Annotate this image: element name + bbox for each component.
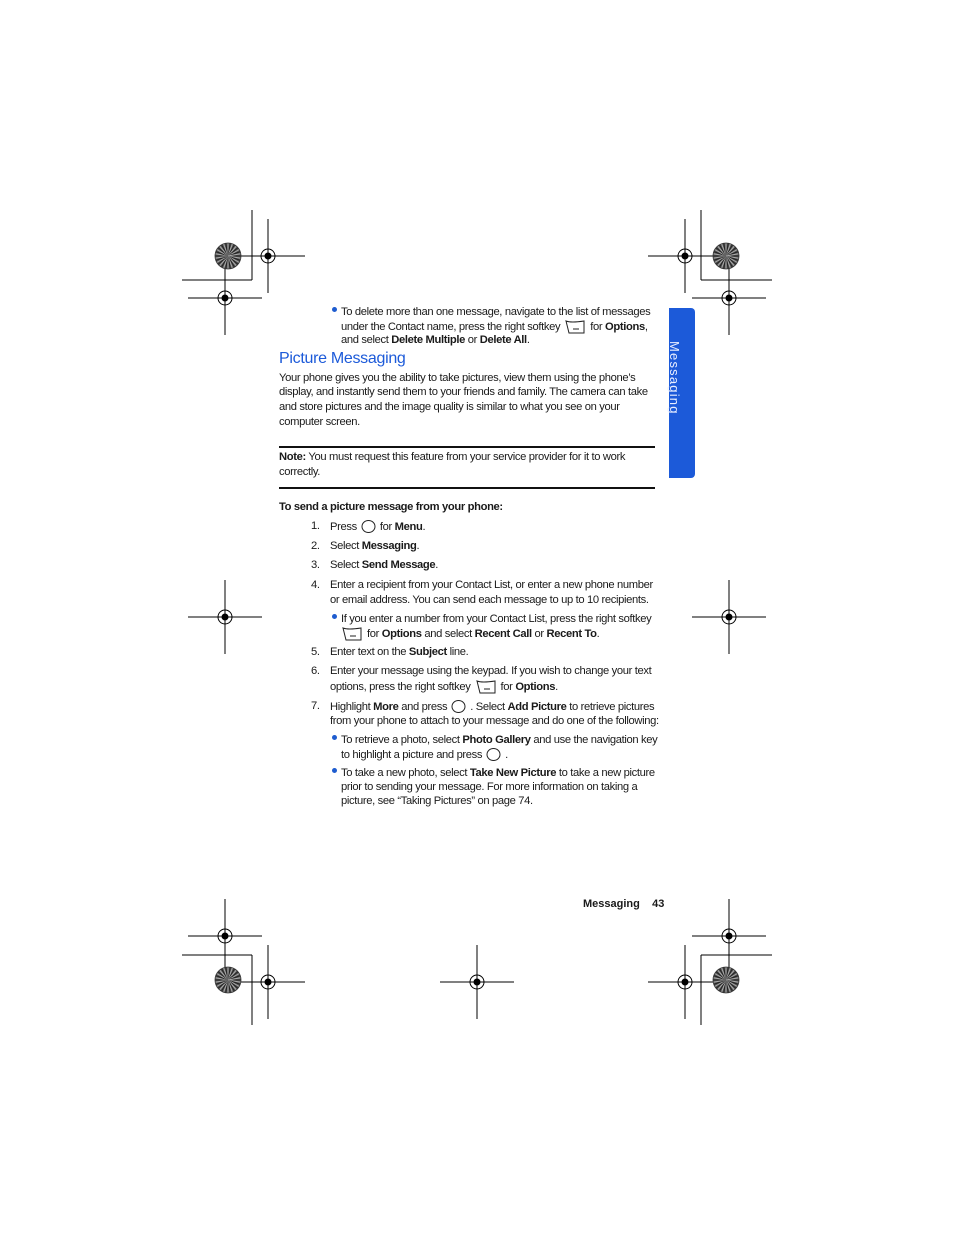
sub-bullet-line: To take a new photo, select Take New Picture to take a new picture bbox=[341, 767, 655, 779]
step-number: 7. bbox=[311, 700, 320, 712]
procedure-heading: To send a picture message from your phone: bbox=[279, 501, 503, 513]
bullet-dot bbox=[332, 735, 337, 740]
crosshair-mark bbox=[692, 899, 766, 973]
sub-bullet-line: If you enter a number from your Contact List, press the right softkey bbox=[341, 613, 652, 625]
page-number: 43 bbox=[652, 898, 665, 910]
sub-bullet-line: to highlight a picture and press . bbox=[341, 747, 508, 766]
step-number: 4. bbox=[311, 579, 320, 591]
sub-bullet-line: To retrieve a photo, select Photo Gallery and use the navigation key bbox=[341, 734, 658, 746]
bullet-dot bbox=[332, 768, 337, 773]
step-number: 2. bbox=[311, 540, 320, 552]
section-paragraph-line: and store pictures and the image quality is similar to what you see on your bbox=[279, 401, 620, 413]
page-footer bbox=[583, 898, 664, 910]
step-text: options, press the right softkey for Options. bbox=[330, 679, 558, 699]
step-number: 3. bbox=[311, 559, 320, 571]
intro-bullet-line: under the Contact name, press the right softkey for Options, bbox=[341, 319, 648, 339]
step-text: Enter a recipient from your Contact List, or enter a new phone number bbox=[330, 579, 653, 591]
crosshair-mark bbox=[231, 945, 305, 1019]
step-text: Highlight More and press . Select Add Picture to retrieve pictures bbox=[330, 699, 654, 718]
section-paragraph-line: computer screen. bbox=[279, 416, 360, 428]
section-paragraph-line: Your phone gives you the ability to take pictures, view them using the phone’s bbox=[279, 372, 636, 384]
sub-bullet-line: picture, see “Taking Pictures” on page 74. bbox=[341, 795, 533, 807]
crosshair-mark bbox=[231, 219, 305, 293]
sunburst-mark bbox=[713, 243, 739, 269]
intro-bullet-line: To delete more than one message, navigate to the list of messages bbox=[341, 306, 651, 318]
note-top-rule bbox=[279, 446, 655, 448]
note-line: Note: You must request this feature from your service provider for it to work bbox=[279, 451, 626, 463]
bullet-dot bbox=[332, 614, 337, 619]
step-number: 6. bbox=[311, 665, 320, 677]
crosshair-mark bbox=[692, 261, 766, 335]
intro-bullet-line: and select Delete Multiple or Delete All. bbox=[341, 334, 530, 346]
section-paragraph-line: display, and instantly send them to your friends and family. The camera can take bbox=[279, 386, 648, 398]
right-softkey-icon bbox=[564, 319, 586, 339]
sub-bullet-line: for Options and select Recent Call or Recent To. bbox=[341, 626, 599, 646]
step-text: from your phone to attach to your message and do one of the following: bbox=[330, 715, 659, 727]
sunburst-mark bbox=[215, 243, 241, 269]
step-number: 1. bbox=[311, 520, 320, 532]
sunburst-mark bbox=[713, 967, 739, 993]
footer-section: Messaging bbox=[583, 898, 640, 910]
step-number: 5. bbox=[311, 646, 320, 658]
note-bottom-rule bbox=[279, 487, 655, 489]
step-text: Enter your message using the keypad. If you wish to change your text bbox=[330, 665, 652, 677]
step-text: Select Send Message. bbox=[330, 559, 439, 571]
note-line: correctly. bbox=[279, 466, 321, 478]
ok-key-icon bbox=[361, 519, 376, 538]
section-title: Picture Messaging bbox=[279, 350, 406, 367]
step-text: or email address. You can send each message to up to 10 recipients. bbox=[330, 594, 649, 606]
ok-key-icon bbox=[486, 747, 501, 766]
sunburst-mark bbox=[215, 967, 241, 993]
crosshair-mark bbox=[648, 219, 722, 293]
right-softkey-icon bbox=[475, 679, 497, 699]
sub-bullet-line: prior to sending your message. For more information on taking a bbox=[341, 781, 638, 793]
crosshair-mark bbox=[648, 945, 722, 1019]
side-tab-label: Messaging bbox=[667, 341, 682, 415]
bullet-dot bbox=[332, 307, 337, 312]
crosshair-mark bbox=[188, 261, 262, 335]
right-softkey-icon bbox=[341, 626, 363, 646]
step-text: Select Messaging. bbox=[330, 540, 420, 552]
crosshair-mark bbox=[188, 899, 262, 973]
step-text: Press for Menu. bbox=[330, 519, 425, 538]
crosshair-mark bbox=[188, 580, 262, 654]
step-text: Enter text on the Subject line. bbox=[330, 646, 469, 658]
crosshair-mark bbox=[692, 580, 766, 654]
crosshair-mark bbox=[440, 945, 514, 1019]
